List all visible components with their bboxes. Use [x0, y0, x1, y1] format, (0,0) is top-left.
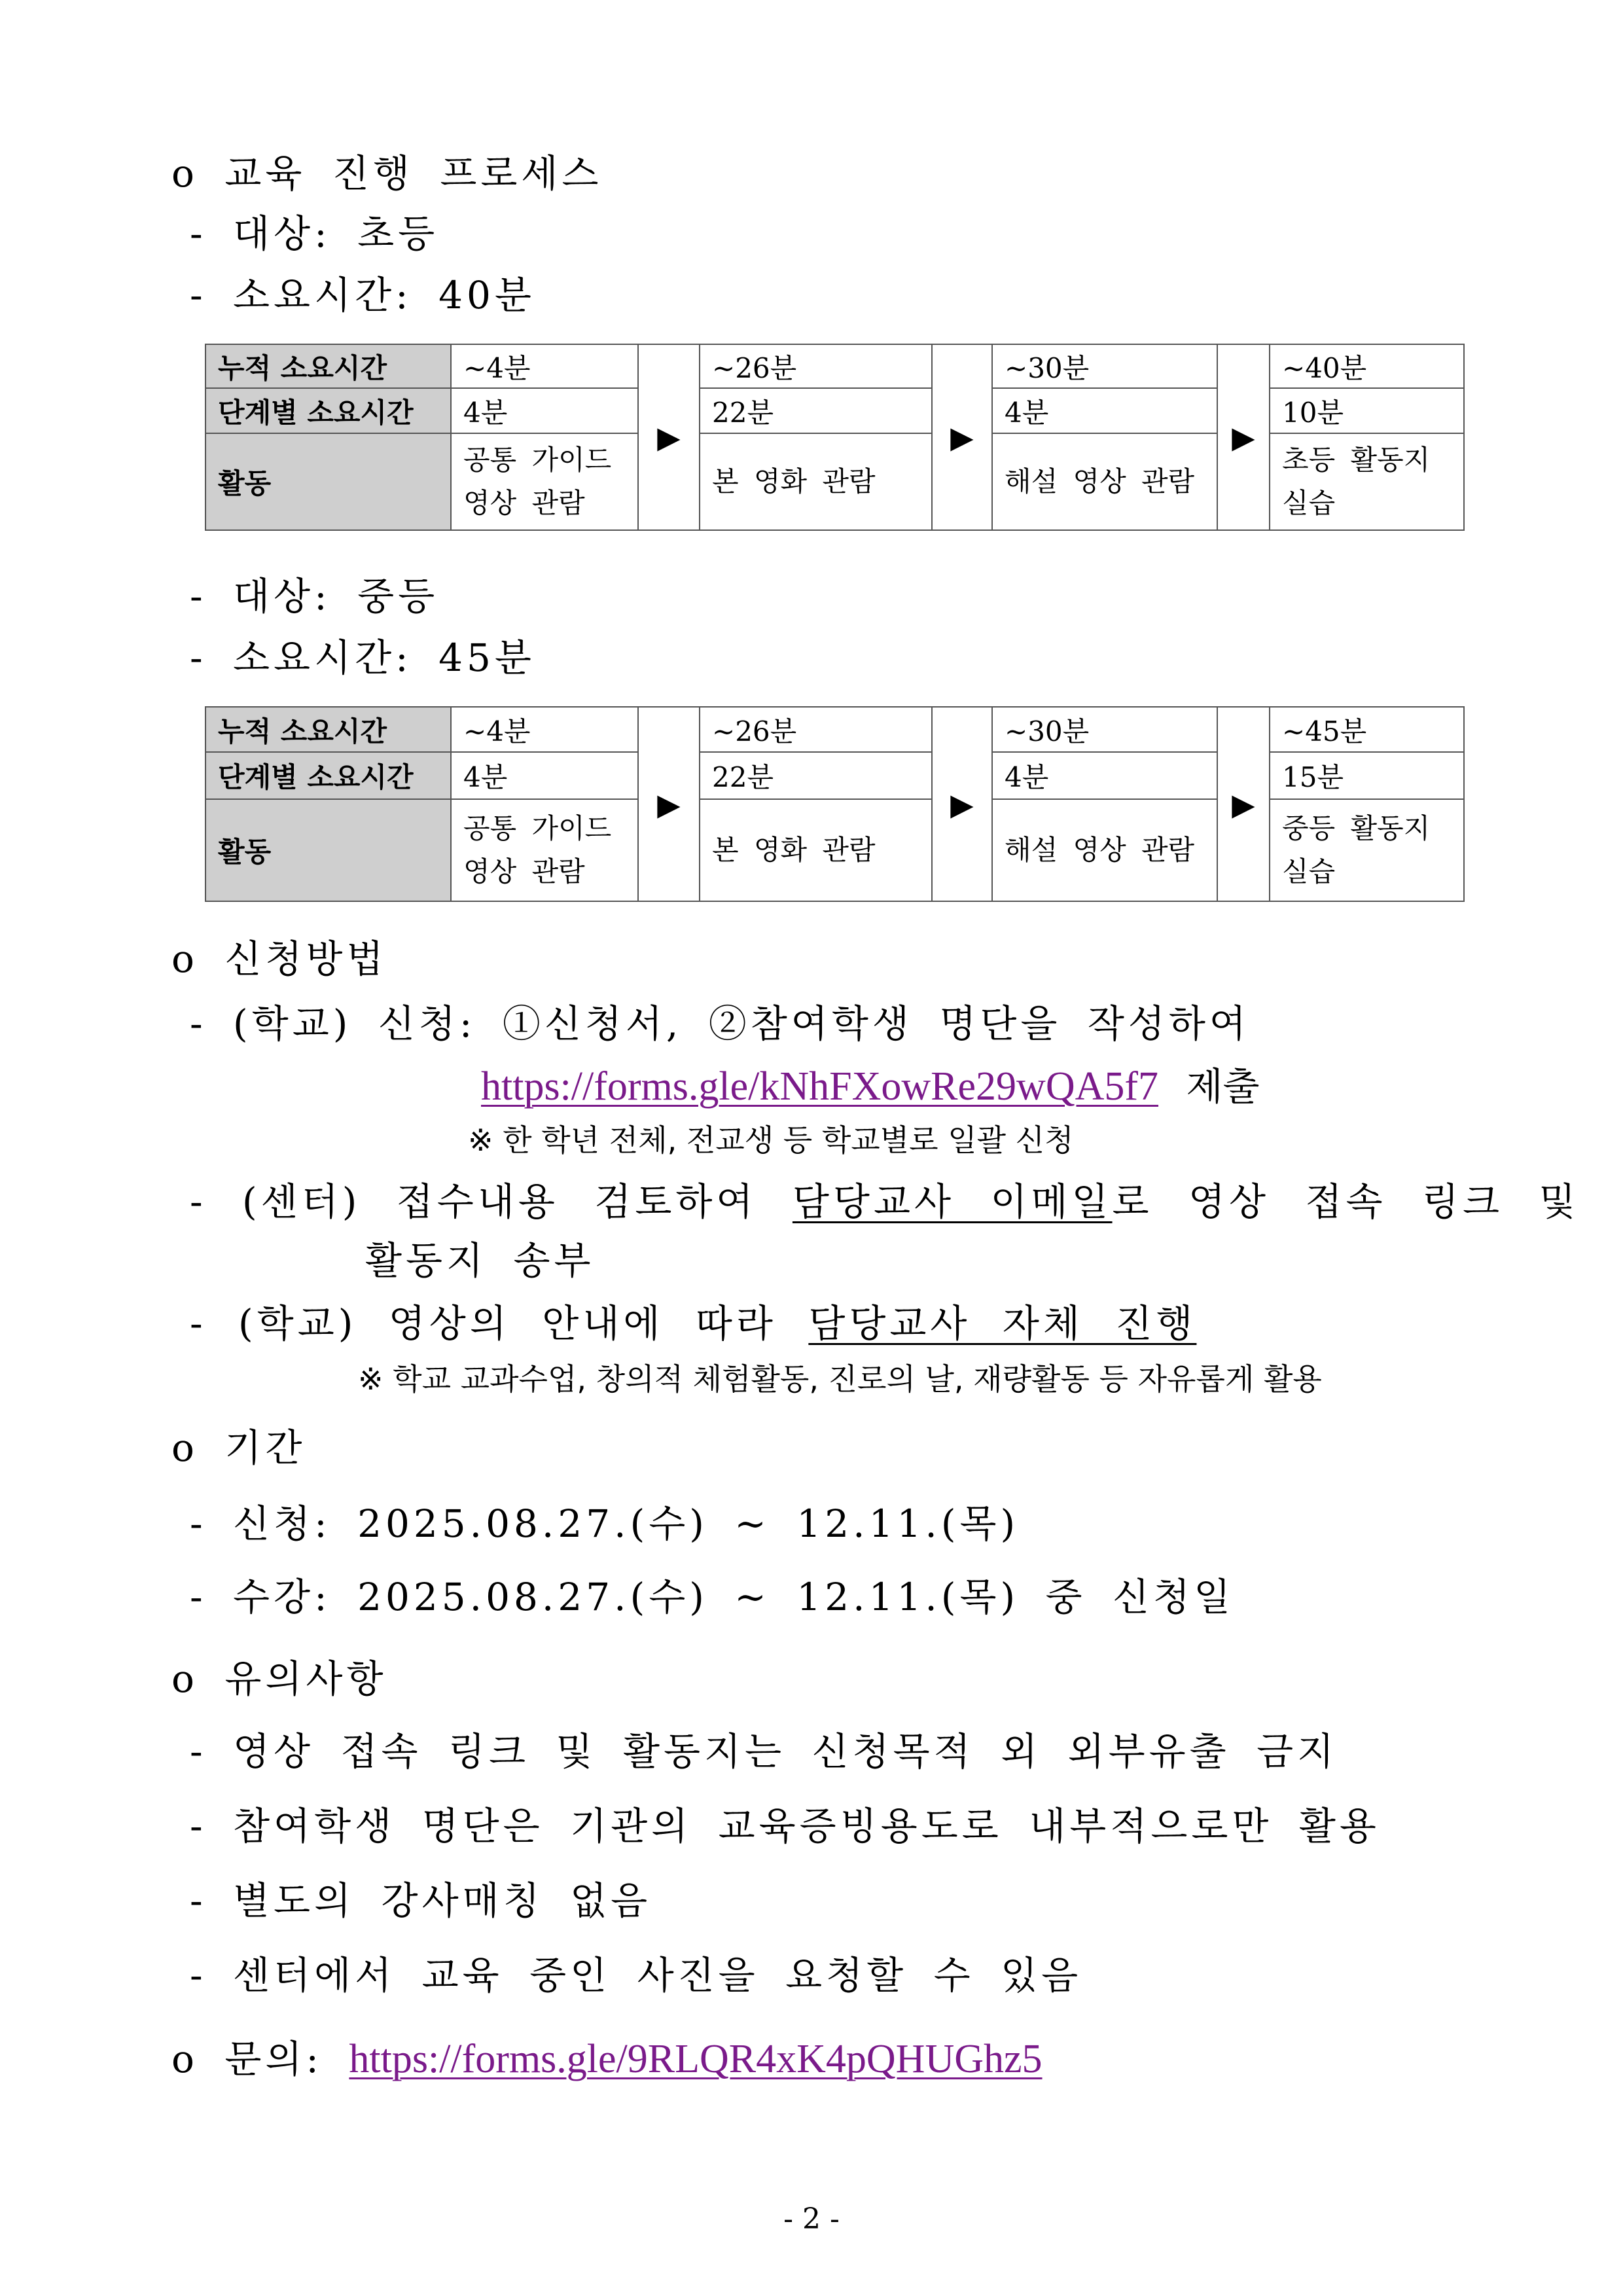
school-run-underlined: 담당교사 자체 진행 [808, 1301, 1197, 1346]
section-heading-period: o 기간 [171, 1426, 306, 1470]
cell-step: 22분 [700, 388, 932, 433]
cell-step: 15분 [1270, 752, 1464, 799]
center-line2: 활동지 송부 [365, 1238, 595, 1283]
arrow-right-icon: ▶ [932, 707, 992, 901]
inquiry-line [171, 2036, 1043, 2082]
note-item: - 참여학생 명단은 기관의 교육증빙용도로 내부적으로만 활용 [190, 1804, 1380, 1848]
apply-suffix: 제출 [1186, 1064, 1260, 1109]
middle-target: - 대상: 중등 [190, 574, 439, 619]
cell-step: 10분 [1270, 388, 1464, 433]
row-label-step: 단계별 소요시간 [205, 752, 451, 799]
cell-step: 4분 [992, 752, 1217, 799]
arrow-right-icon: ▶ [1217, 707, 1270, 901]
cell-cumulative: ~40분 [1270, 344, 1464, 388]
period-attend: - 수강: 2025.08.27.(수) ~ 12.11.(목) 중 신청일 [190, 1575, 1235, 1619]
row-label-activity: 활동 [205, 433, 451, 530]
cell-cumulative: ~26분 [700, 707, 932, 752]
elementary-target: - 대상: 초등 [190, 211, 439, 256]
section-heading-process: o 교육 진행 프로세스 [171, 151, 603, 196]
row-label-activity: 활동 [205, 799, 451, 901]
cell-activity: 본 영화 관람 [700, 433, 932, 530]
cell-activity: 공통 가이드 영상 관람 [451, 433, 638, 530]
school-run-note: ※ 학교 교과수업, 창의적 체험활동, 진로의 날, 재량활동 등 자유롭게 활용 [358, 1361, 1322, 1397]
cell-activity: 해설 영상 관람 [992, 799, 1217, 901]
note-item: - 센터에서 교육 중인 사진을 요청할 수 있음 [190, 1953, 1082, 1998]
center-suffix: 로 영상 접속 링크 및 [1112, 1179, 1580, 1224]
cell-step: 4분 [451, 388, 638, 433]
inquiry-label: o 문의: [171, 2037, 349, 2081]
row-label-cumulative: 누적 소요시간 [205, 707, 451, 752]
note-item: - 별도의 강사매칭 없음 [190, 1878, 652, 1923]
cell-cumulative: ~45분 [1270, 707, 1464, 752]
cell-cumulative: ~26분 [700, 344, 932, 388]
cell-step: 4분 [451, 752, 638, 799]
page-number: - 2 - [783, 2202, 840, 2236]
apply-form-link[interactable]: https://forms.gle/kNhFXowRe29wQA5f7 [481, 1064, 1159, 1109]
cell-activity: 해설 영상 관람 [992, 433, 1217, 530]
arrow-right-icon: ▶ [638, 707, 700, 901]
cell-activity: 공통 가이드 영상 관람 [451, 799, 638, 901]
center-prefix: - (센터) 접수내용 검토하여 [190, 1179, 793, 1224]
cell-activity: 중등 활동지 실습 [1270, 799, 1464, 901]
row-label-cumulative: 누적 소요시간 [205, 344, 451, 388]
period-apply: - 신청: 2025.08.27.(수) ~ 12.11.(목) [190, 1501, 1020, 1546]
cell-step: 22분 [700, 752, 932, 799]
cell-cumulative: ~4분 [451, 344, 638, 388]
elementary-duration: - 소요시간: 40분 [190, 273, 535, 317]
section-heading-notes: o 유의사항 [171, 1657, 387, 1701]
center-underlined: 담당교사 이메일 [792, 1179, 1113, 1224]
section-heading-apply: o 신청방법 [171, 937, 387, 981]
school-run-prefix: - (학교) 영상의 안내에 따라 [190, 1301, 809, 1346]
cell-cumulative: ~4분 [451, 707, 638, 752]
cell-activity: 초등 활동지 실습 [1270, 433, 1464, 530]
school-run-line [190, 1300, 1196, 1346]
arrow-right-icon: ▶ [1217, 344, 1270, 530]
cell-cumulative: ~30분 [992, 707, 1217, 752]
elementary-process-table [205, 344, 1465, 531]
row-label-step: 단계별 소요시간 [205, 388, 451, 433]
cell-activity: 본 영화 관람 [700, 799, 932, 901]
arrow-right-icon: ▶ [932, 344, 992, 530]
inquiry-form-link[interactable]: https://forms.gle/9RLQR4xK4pQHUGhz5 [349, 2037, 1043, 2081]
apply-note: ※ 한 학년 전체, 전교생 등 학교별로 일괄 신청 [468, 1122, 1074, 1158]
apply-link-line [481, 1064, 1260, 1109]
middle-duration: - 소요시간: 45분 [190, 636, 535, 680]
cell-cumulative: ~30분 [992, 344, 1217, 388]
note-item: - 영상 접속 링크 및 활동지는 신청목적 외 외부유출 금지 [190, 1729, 1338, 1774]
center-process-line [190, 1179, 1580, 1225]
arrow-right-icon: ▶ [638, 344, 700, 530]
cell-step: 4분 [992, 388, 1217, 433]
school-apply-text: - (학교) 신청: ①신청서, ②참여학생 명단을 작성하여 [190, 1001, 1250, 1046]
middle-process-table [205, 706, 1465, 902]
